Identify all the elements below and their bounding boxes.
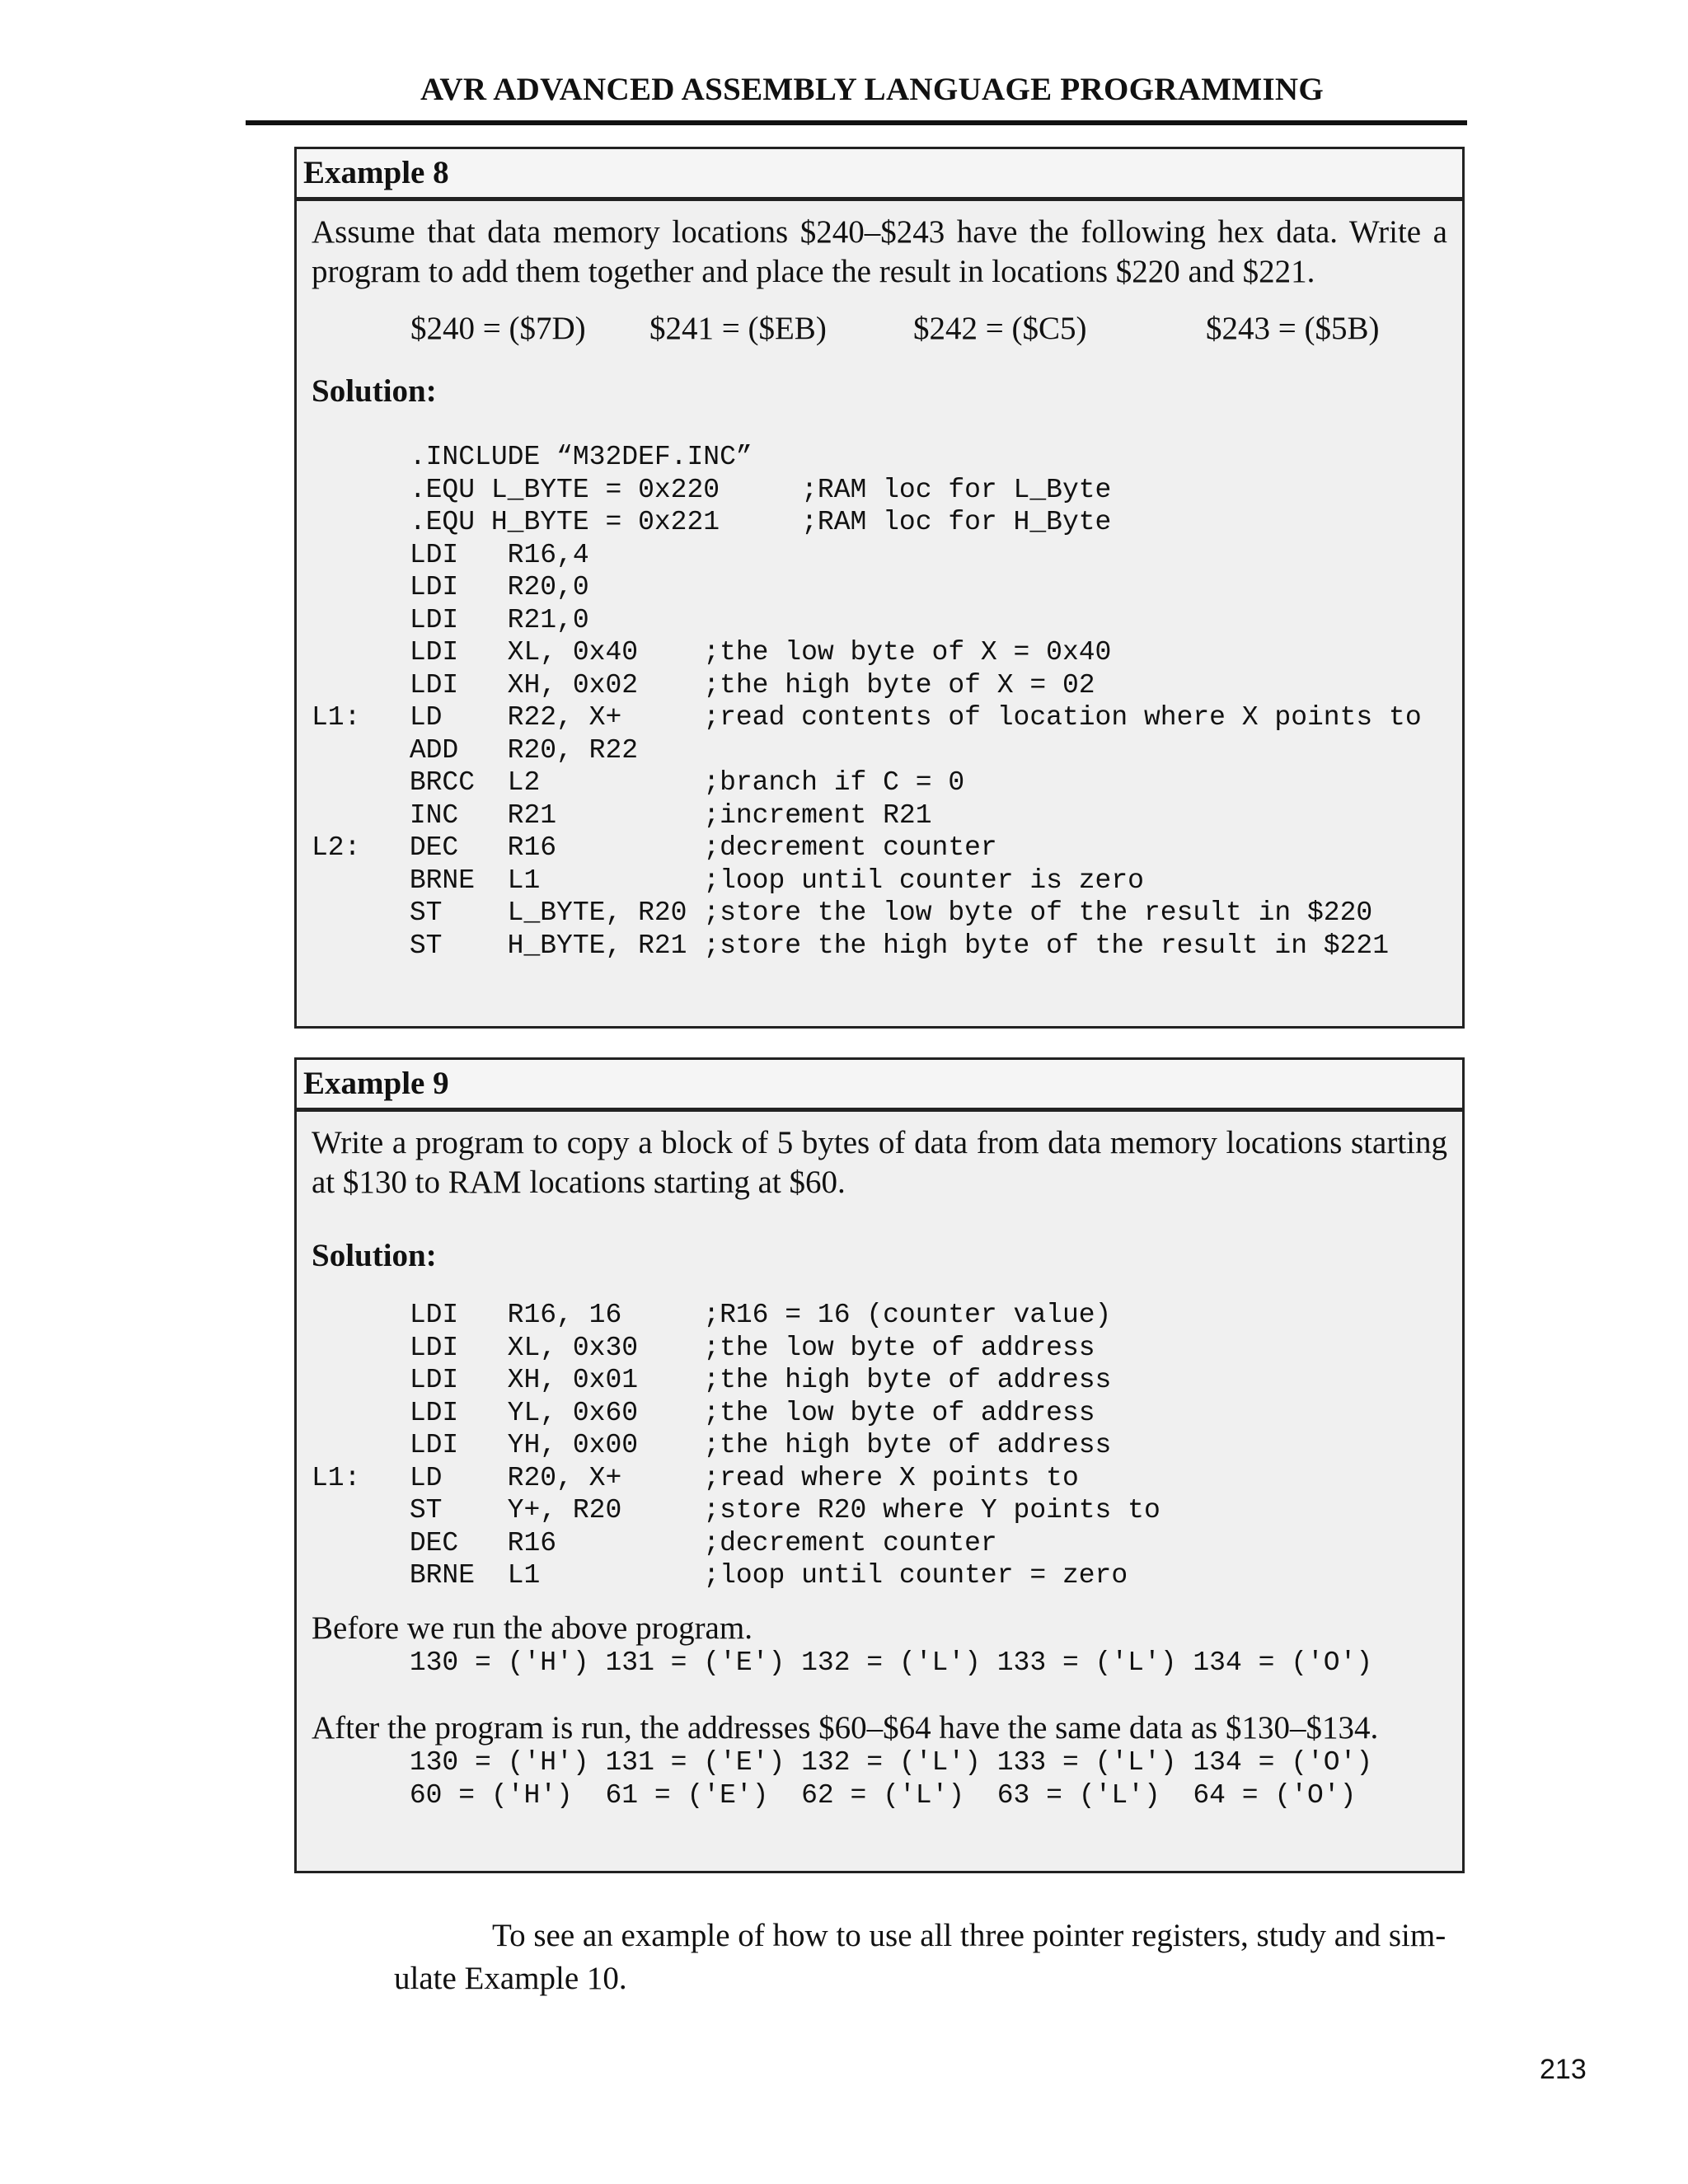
- example-8-code-line: L1: LD R22, X+ ;read contents of location where X points to: [312, 702, 1422, 733]
- example-9-before-label: Before we run the above program.: [312, 1610, 753, 1646]
- example-8-code-line: BRNE L1 ;loop until counter is zero: [312, 865, 1144, 896]
- footer-paragraph-line-2: ulate Example 10.: [394, 1961, 627, 1996]
- example-9-code-line: DEC R16 ;decrement counter: [312, 1527, 997, 1558]
- example-8-code-line: BRCC L2 ;branch if C = 0: [312, 767, 965, 798]
- example-9-code-line: LDI R16, 16 ;R16 = 16 (counter value): [312, 1300, 1112, 1330]
- example-8-solution-label: Solution:: [312, 373, 437, 409]
- example-8-box: [294, 147, 1465, 1029]
- example-9-code-line: LDI XH, 0x01 ;the high byte of address: [312, 1365, 1112, 1395]
- example-9-solution-label: Solution:: [312, 1238, 437, 1273]
- example-8-code-line: L2: DEC R16 ;decrement counter: [312, 832, 997, 863]
- example-8-title: Example 8: [297, 149, 1462, 201]
- example-9-code-line: LDI YL, 0x60 ;the low byte of address: [312, 1397, 1095, 1428]
- example-9-code-line: LDI XL, 0x30 ;the low byte of address: [312, 1332, 1095, 1363]
- example-9-prompt: Write a program to copy a block of 5 bytes of data from data memory locations starting at $130 to RAM locations starting at $60.: [312, 1125, 1447, 1200]
- example-8-code-line: ST L_BYTE, R20 ;store the low byte of the result in $220: [312, 898, 1373, 928]
- example-9-before-data: 130 = ('H') 131 = ('E') 132 = ('L') 133 = ('L') 134 = ('O'): [312, 1647, 1373, 1678]
- example-9-code: [312, 1299, 1447, 1592]
- example-8-values: [312, 310, 1447, 359]
- value-241: $241 = ($EB): [649, 311, 827, 346]
- example-8-code: [312, 441, 1447, 962]
- example-9-after-label: After the program is run, the addresses $60–$64 have the same data as $130–$134.: [312, 1710, 1379, 1746]
- example-8-code-line: LDI R16,4: [312, 539, 589, 570]
- example-8-code-line: ADD R20, R22: [312, 734, 639, 766]
- header-rule: [246, 120, 1467, 125]
- footer-paragraph-line-1: To see an example of how to use all three pointer registers, study and sim-: [492, 1918, 1447, 1953]
- page-number: 213: [1540, 2054, 1587, 2085]
- example-8-prompt: Assume that data memory locations $240–$243 have the following hex data. Write a program to add them together and place the result in locations $220 and $221.: [312, 214, 1447, 289]
- example-8-code-line: LDI R20,0: [312, 572, 589, 602]
- example-9-box: [294, 1057, 1465, 1873]
- running-header: AVR ADVANCED ASSEMBLY LANGUAGE PROGRAMMING: [420, 72, 1325, 107]
- value-240: $240 = ($7D): [410, 311, 586, 346]
- example-9-code-line: L1: LD R20, X+ ;read where X points to: [312, 1462, 1079, 1493]
- example-8-code-line: LDI XH, 0x02 ;the high byte of X = 02: [312, 669, 1095, 701]
- example-8-code-line: .INCLUDE “M32DEF.INC”: [312, 442, 753, 472]
- example-8-code-line: INC R21 ;increment R21: [312, 799, 932, 831]
- example-9-code-line: LDI YH, 0x00 ;the high byte of address: [312, 1430, 1112, 1460]
- example-8-code-line: .EQU L_BYTE = 0x220 ;RAM loc for L_Byte: [312, 474, 1112, 505]
- example-9-code-line: ST Y+, R20 ;store R20 where Y points to: [312, 1495, 1160, 1526]
- example-8-code-line: .EQU H_BYTE = 0x221 ;RAM loc for H_Byte: [312, 507, 1112, 537]
- value-242: $242 = ($C5): [913, 311, 1087, 346]
- example-9-after-data-1: 130 = ('H') 131 = ('E') 132 = ('L') 133 = ('L') 134 = ('O'): [312, 1747, 1373, 1778]
- example-9-after-data-2: 60 = ('H') 61 = ('E') 62 = ('L') 63 = ('L') 64 = ('O'): [312, 1779, 1357, 1811]
- value-243: $243 = ($5B): [1206, 311, 1380, 346]
- example-9-title: Example 9: [297, 1060, 1462, 1112]
- example-8-code-line: LDI XL, 0x40 ;the low byte of X = 0x40: [312, 637, 1112, 668]
- example-9-code-line: BRNE L1 ;loop until counter = zero: [312, 1560, 1128, 1591]
- example-8-code-line: ST H_BYTE, R21 ;store the high byte of the result in $221: [312, 930, 1390, 961]
- example-8-code-line: LDI R21,0: [312, 604, 589, 635]
